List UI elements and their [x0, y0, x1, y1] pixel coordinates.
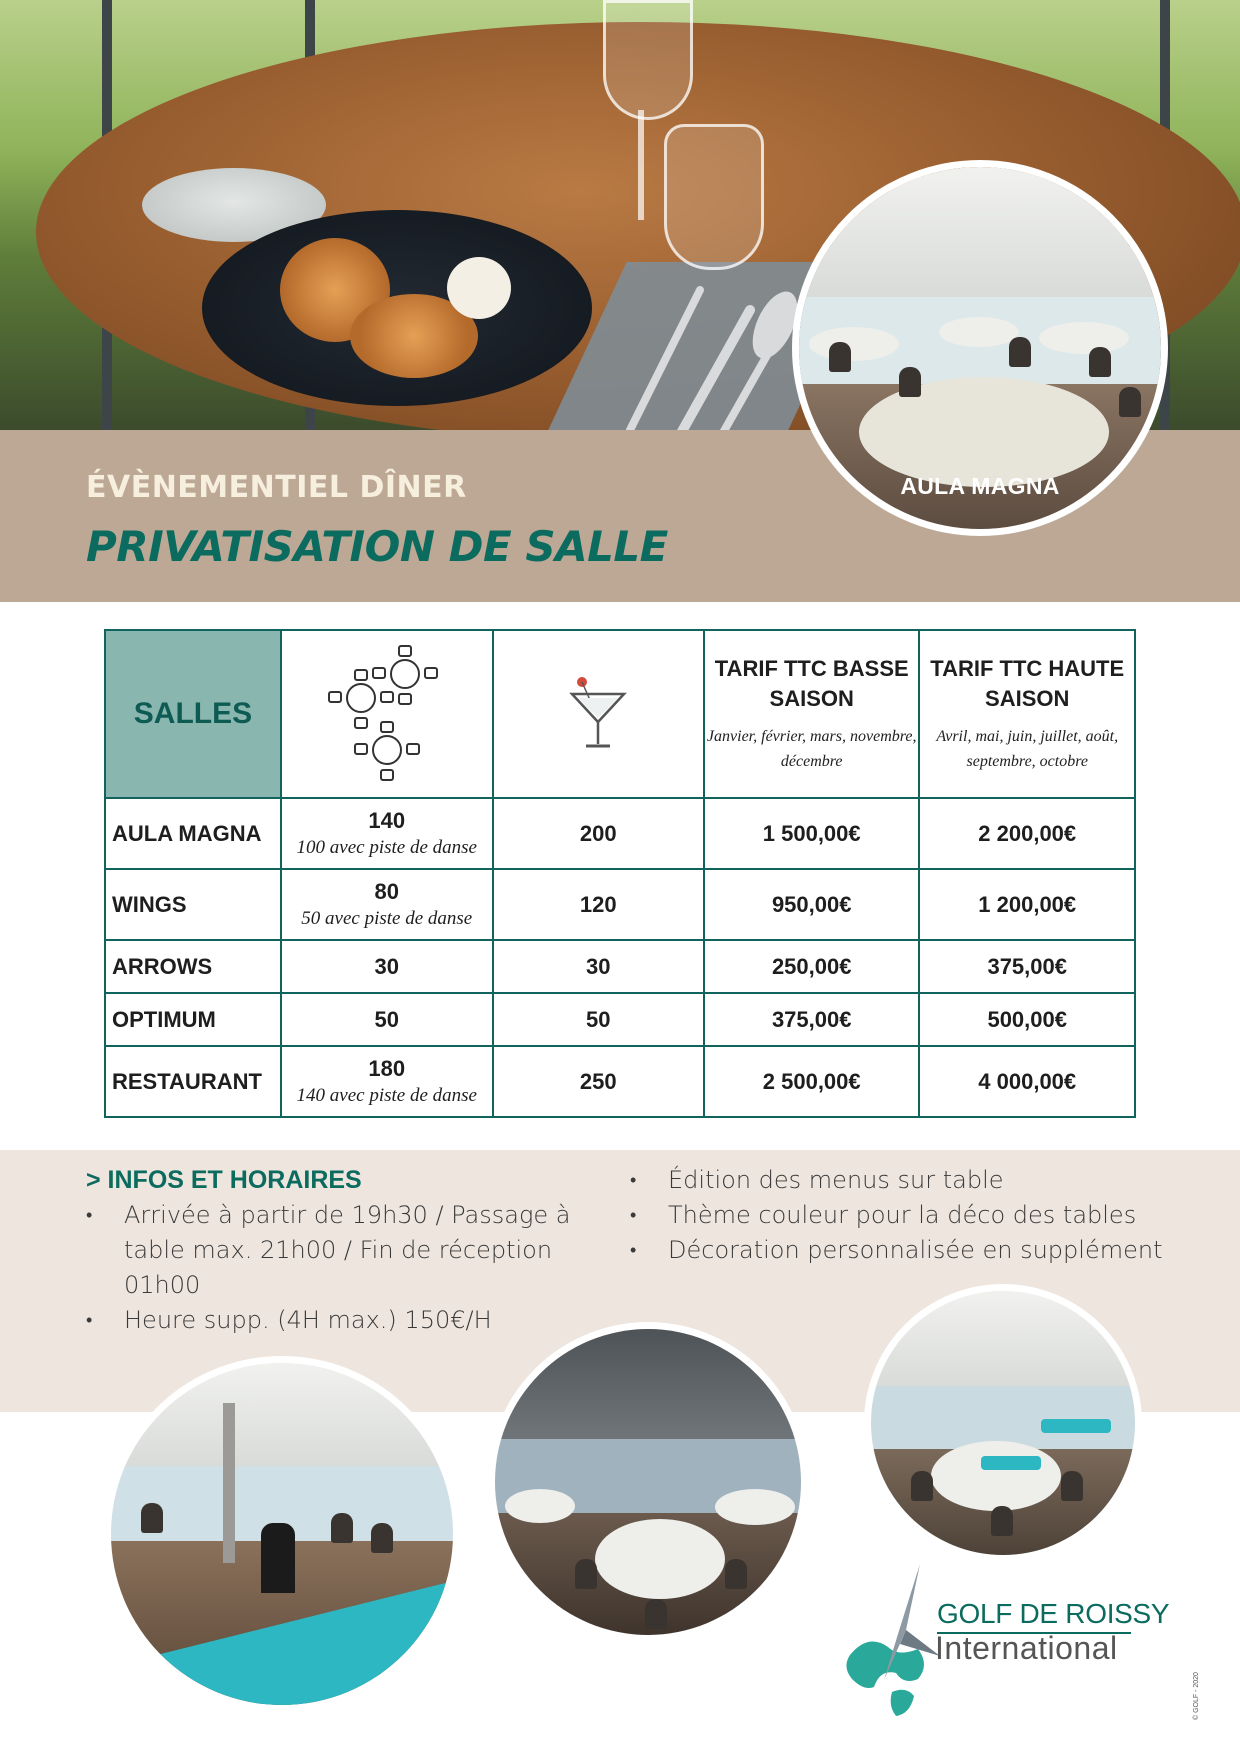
- wine-glass-stem: [638, 110, 644, 220]
- seated-value: 80: [374, 878, 399, 904]
- list-item: • Heure supp. (4H max.) 150€/H: [86, 1303, 586, 1338]
- table-runner: [1041, 1419, 1111, 1433]
- infos-list-left: [86, 1198, 586, 1338]
- table-cloth: [595, 1519, 725, 1599]
- seated-capacity: [281, 798, 493, 869]
- chair: [141, 1503, 163, 1533]
- table-runner: [981, 1456, 1041, 1470]
- feature-photo-label: AULA MAGNA: [900, 473, 1060, 499]
- table-cloth: [505, 1489, 575, 1523]
- high-season-price: 500,00€: [919, 993, 1135, 1046]
- chair: [1009, 337, 1031, 367]
- table-cloth: [715, 1489, 795, 1525]
- high-season-price: 4 000,00€: [919, 1046, 1135, 1117]
- room-name: RESTAURANT: [105, 1046, 281, 1117]
- infos-title: > INFOS ET HORAIRES: [86, 1166, 362, 1194]
- chair: [371, 1523, 393, 1553]
- banquet-tables-icon: [327, 642, 447, 782]
- chair: [829, 342, 851, 372]
- table-header-row: [105, 630, 1135, 798]
- list-item: • Édition des menus sur table: [630, 1163, 1190, 1198]
- table-cloth: [939, 317, 1019, 347]
- chair: [725, 1559, 747, 1589]
- banquet-room-photo: [488, 1322, 808, 1642]
- pricing-table: [104, 629, 1136, 1118]
- chair: [1061, 1471, 1083, 1501]
- dance-floor-note: 100 avec piste de danse: [296, 836, 477, 858]
- high-season-title: TARIF TTC HAUTE SAISON: [930, 656, 1125, 711]
- table-row: [105, 869, 1135, 940]
- low-season-months: Janvier, février, mars, novembre, décembre: [706, 728, 917, 770]
- cocktail-capacity-header: [493, 630, 704, 798]
- seated-value: 180: [368, 1055, 406, 1081]
- low-season-price: 250,00€: [704, 940, 919, 993]
- table-row: [105, 993, 1135, 1046]
- pillar: [223, 1403, 235, 1563]
- table-row: [105, 1046, 1135, 1117]
- chair: [899, 367, 921, 397]
- page-kicker: ÉVÈNEMENTIEL DÎNER: [86, 470, 467, 505]
- low-season-header: [704, 630, 919, 798]
- water-glass: [664, 124, 764, 270]
- low-season-price: 2 500,00€: [704, 1046, 919, 1117]
- chair: [1089, 347, 1111, 377]
- table-cloth: [809, 327, 899, 361]
- cocktail-glass-icon: [568, 672, 628, 752]
- rooms-header: SALLES: [105, 630, 281, 798]
- cutlery-icon: [600, 280, 800, 430]
- low-season-price: 950,00€: [704, 869, 919, 940]
- logo-subtitle: International: [935, 1630, 1118, 1666]
- cocktail-table: [261, 1523, 295, 1593]
- cocktail-capacity: 30: [493, 940, 704, 993]
- cocktail-capacity: 120: [493, 869, 704, 940]
- high-season-months: Avril, mai, juin, juillet, août, septembre, octobre: [936, 728, 1119, 770]
- seated-capacity: [281, 869, 493, 940]
- list-item: • Arrivée à partir de 19h30 / Passage à table max. 21h00 / Fin de réception 01h00: [86, 1198, 586, 1303]
- reception-room-photo: [104, 1356, 460, 1712]
- table-cloth: [931, 1441, 1061, 1511]
- seated-capacity: 50: [281, 993, 493, 1046]
- cocktail-capacity: 200: [493, 798, 704, 869]
- copyright: © GOLF - 2020: [1193, 1672, 1200, 1720]
- room-name: OPTIMUM: [105, 993, 281, 1046]
- table-cloth: [1039, 322, 1129, 354]
- list-item: • Thème couleur pour la déco des tables: [630, 1198, 1190, 1233]
- low-season-title: TARIF TTC BASSE SAISON: [714, 656, 909, 711]
- low-season-price: 375,00€: [704, 993, 919, 1046]
- dance-floor-note: 140 avec piste de danse: [296, 1084, 477, 1106]
- dance-floor-note: 50 avec piste de danse: [301, 907, 473, 929]
- table-row: [105, 940, 1135, 993]
- room-name: AULA MAGNA: [105, 798, 281, 869]
- high-season-price: 2 200,00€: [919, 798, 1135, 869]
- chair: [575, 1559, 597, 1589]
- high-season-header: [919, 630, 1135, 798]
- high-season-price: 1 200,00€: [919, 869, 1135, 940]
- infos-list-right: [630, 1163, 1190, 1268]
- list-item: • Décoration personnalisée en supplément: [630, 1233, 1190, 1268]
- wine-glass: [603, 0, 693, 120]
- room-name: ARROWS: [105, 940, 281, 993]
- cocktail-capacity: 50: [493, 993, 704, 1046]
- aula-magna-photo: [792, 160, 1168, 536]
- seated-value: 140: [368, 807, 406, 833]
- cocktail-capacity: 250: [493, 1046, 704, 1117]
- chair: [911, 1471, 933, 1501]
- seated-capacity: [281, 1046, 493, 1117]
- chair: [645, 1599, 667, 1629]
- restaurant-photo: [864, 1284, 1142, 1562]
- chair: [1119, 387, 1141, 417]
- page-title: PRIVATISATION DE SALLE: [86, 522, 668, 571]
- table-cloth: [859, 377, 1109, 487]
- high-season-price: 375,00€: [919, 940, 1135, 993]
- ice-cream-scoop: [447, 257, 511, 319]
- logo-name: GOLF DE ROISSY: [937, 1598, 1170, 1629]
- chair: [991, 1506, 1013, 1536]
- seated-capacity: 30: [281, 940, 493, 993]
- low-season-price: 1 500,00€: [704, 798, 919, 869]
- table-row: [105, 798, 1135, 869]
- chair: [331, 1513, 353, 1543]
- room-name: WINGS: [105, 869, 281, 940]
- seated-capacity-header: [281, 630, 493, 798]
